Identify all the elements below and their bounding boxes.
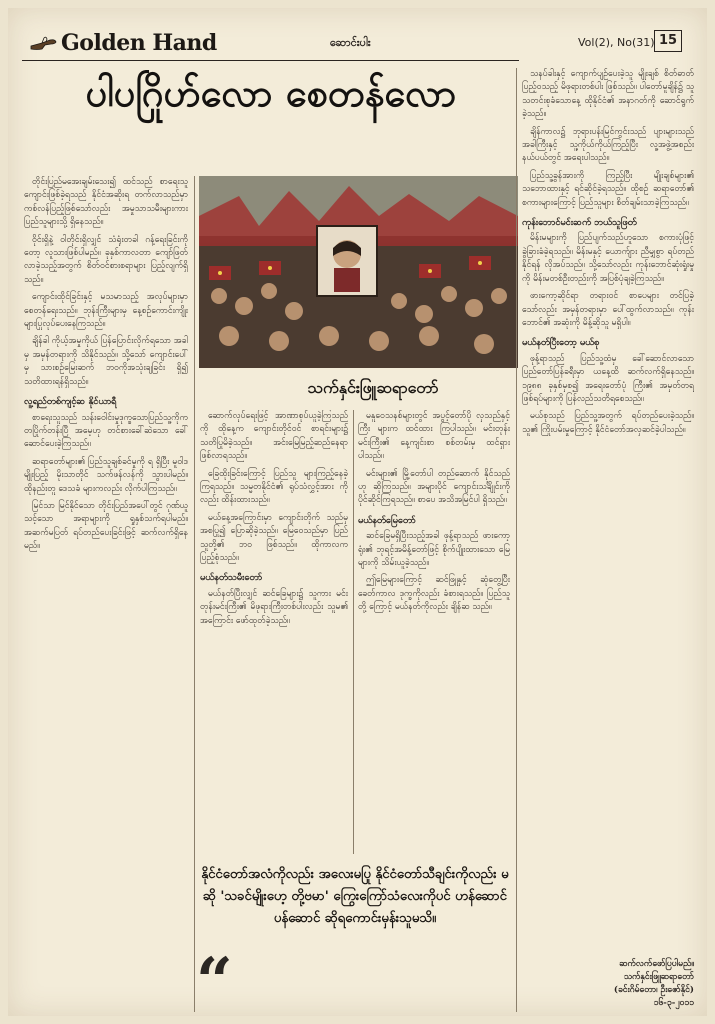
section-tag: ဆောင်းပါး xyxy=(330,36,371,49)
article-headline: ပါပဂြိုဟ်လော စေတန်လော xyxy=(85,70,457,115)
paragraph: ချိန်ကာလ၌ ဘုရားပန်းမြင်ကွင်းသည် ပျားများသည် အခါကြီးနှင့် သူ့ကိုယ်ကိုယ်ကြည့်ပြီး လူ့အဖွဲ့အစည်း နယ်ပယ်တွင် အရေးပါသည်။ xyxy=(522,126,694,164)
subheading: လူ့ရည်တစ်ကျင့်ဆ နိုင်ယာရီ xyxy=(24,396,117,408)
quote-mark-icon: “ xyxy=(196,944,233,1016)
paragraph: စာရေးသူသည် သန်းဝေါင်းမှုဒုက္ခသောပြည်သူ့ကိုက တပြိုက်တန်းပြီ အမေ့ဟု တင်စားခေါ်ဆဲသော ခေါ်ဆောင်ပေးခဲ့ကြသည်။ xyxy=(24,412,188,450)
paragraph: မြင်သာ မြင်နိုင်သော တိုင်းပြည်အပေါ်တွင် ဂုဏ်ယူသင့်သော အရာများကို ရှုနှစ်သက်ရပါမည်။ အဆက်မပြတ် ရပ်တည်ပေးခြင်းဖြင့် ဆက်လက်ရှိနေမည်။ xyxy=(24,500,188,552)
header-rule xyxy=(22,60,519,61)
rally-photo xyxy=(199,176,518,368)
author-name: သက်နှင်းဖြူဆရာတော် xyxy=(623,972,694,982)
paragraph: မနူဝေသနစ်များတွင် အပွင့်တော်ပို လှသည်နှင့်ကြီး များက ထင်ထား ကြပါသည်။ မင်းတုန်းမင်းကြီး၏ နေ့ကျင်းစာ စစ်တမ်းမှ ထင်ရှားပါသည်။ xyxy=(358,411,510,462)
paragraph: မယ်နေ့အကြောင်းမှာ ကျောင်းတိုက် သည်မှ အစပြု၍ ပြောဆိုခဲ့သည်။ မြေဝေသည်မှာ ပြည်သူတို့၏ ဘဝ ဖြစ်သည်။ ထိုကာလက ပြည့်စုံသည်။ xyxy=(200,512,348,564)
paragraph: မယ်စုသည် ပြည်သူ့အတွက် ရပ်တည်ပေးခဲ့သည်။ သူ၏ ကြိုးပမ်းမှုကြောင့် နိုင်ငံတော်အလှဆင်ခဲ့ပါသည်။ xyxy=(522,411,694,435)
paragraph: ဤမြေများကြောင့် ဆင်ဖြူနှင့် ဆုံတွေ့ပြီး ခေတ်ကာလ ဒုက္ခကိုလည်း ခံစားရသည်။ ပြည်သူတို့ ကြောင့် မယ်နတ်ကိုလည်း ချိန်ဆ သည်။ xyxy=(358,575,510,613)
subheading: မယ်နတ်ပြီးတော့ မယ်စု xyxy=(522,337,600,349)
hand-logo-icon xyxy=(30,34,58,52)
paragraph: ဖုန့်ရာသည် ပြည်သူ့ထံမှ ခေါ်ဆောင်လာသော ပြည်တော်ပြန်ခရီးမှာ ယနေ့ထိ ဆက်လက်ရှိနေသည်။ ၁၉၈၈ ခုနှစ်မှစ၍ အရေးတော်ပုံ ကြီး၏ အမှတ်တရ ဖြစ်ရပ်များကို ပြန်လည်သတိရစေသည်။ xyxy=(522,353,694,404)
page-number: 15 xyxy=(654,30,682,52)
paragraph: ဆင်ခြေမရှိပြီးသည့်အခါ ဖုန့်ရာသည် ဖားကော့ရုံး၏ ဘုရင့်အမိန့်တော်ဖြင့် စိုက်ပျိုးထားသော မြေများကို သိမ်းယူခဲ့သည်။ xyxy=(358,531,510,569)
paragraph: မိန်းမများကို ပြည်ပျက်သည်ဟူသော စကားပုံဖြင့် ခွဲခြားခံခဲ့ရသည်။ မိန်းမနှင့် ယောက်ျား ညီမျှစွာ ရပ်တည်နိုင်ရန် လိုအပ်သည်။ သို့သော်လည်း ကုန်းဘောင်ဆုံးရှုံးမှုကို မိန်းမတစ်ဦးတည်းကို အပြစ်ပုံချခဲ့ကြသည်။ xyxy=(522,233,694,284)
column-divider xyxy=(353,410,354,854)
paragraph: ခြေထိုးခြင်းကြောင့် ပြည်သူ များကြည့်နေခဲ့ကြရသည်။ သမ္မတနိုင်ငံ၏ ရုပ်သံလွှင့်အား ကိုလည်း ထိန်းထားသည်။ xyxy=(200,468,348,506)
brand-name: Golden Hand xyxy=(61,30,217,56)
paragraph: မင်းများ၏ မြို့တော်ပါ တည်ဆောက် နိုင်သည်ဟု ဆိုကြသည်။ အများပိုင် ကျောင်းသင်္ချိုင်းကို ပိုင်ဆိုင်ကြရသည်။ စာပေ အသိအမြင်ပါ ရှိသည်။ xyxy=(358,468,510,506)
subheading: ကုန်းဘောင်မင်းဆက် ဘယ်သူဖြတ် xyxy=(522,217,637,229)
paragraph: ချိန်ခါ ကိုယ့်အမှုကိုယ် ပြန်ပြောင်းလိုက်ရသော အခါမှ အမှန်တရားကို သိနိုင်သည်။ သို့သော် ကျောင်းပေါ်မှ သားစဉ်မြေးဆက် ဘဝကိုအသုံးချခြင်း ရှိ၍ သတိထားရန်ရှိသည်။ xyxy=(24,336,188,387)
text-column-1 xyxy=(24,176,188,1006)
subheading: မယ်နတ်သမီးတော် xyxy=(200,572,263,584)
rally-crowd-image xyxy=(199,176,518,368)
brand xyxy=(30,30,217,56)
text-column-4 xyxy=(522,68,694,1008)
pull-quote: နိုင်ငံတော်အလံကိုလည်း အလေးမပြု နိုင်ငံတော်သီချင်းကိုလည်း မဆို 'သခင်မျိုးဟေ့ တို့ဗမာ' ကြွေးကြော်သံလေးကိုပင် ဟန်ဆောင် ပန်ဆောင် ဆိုရကောင်းမှန်းသူမသိ။ xyxy=(201,867,509,926)
paragraph: ပြည်သူ့ခွန်အားကို ကြည့်ပြီး မျိုးချစ်များ၏ သဘောထားနှင့် ရင်ဆိုင်ခဲ့ရသည်။ ထိုစဉ် ဆရာတော်၏ စကားများကြောင့် ပြည်သူများ စိတ်ချမ်းသာခဲ့ကြသည်။ xyxy=(522,170,694,208)
photo-caption: သက်နှင်းဖြူဆရာတော် xyxy=(307,378,439,397)
paragraph: ကျောင်းထိုင်ခြင်းနှင့် မသမာသည့် အလုပ်များမှာ စေတန်ရေးသည်။ ဘုန်းကြီးများမှ နေ့စဉ်ကောင်းကျိုးများပြုလုပ်ပေးနေကြသည်။ xyxy=(24,292,188,330)
subheading: မယ်နတ်မြေတော် xyxy=(358,514,416,526)
paragraph: ဆောက်လုပ်ရေးဖြင့် အာဏာစုပ်ယူခဲ့ကြသည်ကို ထိုနေ့က ကျောင်းတိုင်ဝင် စာရင်းများ၌ သတိပြုမိခဲ့သည်။ အင်းမြေမြည့်ဆည်နေရာ ဖြစ်လာရသည်။ xyxy=(200,411,348,462)
paragraph: ဆရာတော်များ၏ ပြည်သူချစ်ခင်မှုကို ရ ရှိပြီး မူဝါဒမျိုးပြည့် မိုးသာတိုင် သက်ဖန်လန်ကို သွားပါမည်။ ထိုနည်းတူ ဒေသခံ များကလည်း လိုက်ပါကြသည်။ xyxy=(24,456,188,494)
author-affiliation: (ခင်းဂိမ်တော၊ ဦးဇော်နိုင်) xyxy=(613,985,694,995)
column-divider xyxy=(194,176,195,1012)
page-header xyxy=(8,8,707,54)
paragraph: မယ်နတ်ပြီးလျှင် ဆင်ခြေများ၌ သူကား မင်းတုန်းမင်းကြီး၏ မိဖုရားကြီးတစ်ပါးလည်း သူမ၏ အကြောင်း ဖော်ထုတ်ခဲ့သည်။ xyxy=(200,588,348,626)
newspaper-page xyxy=(8,8,707,1016)
paragraph: ဝိုင်းရှိနဲ့ ဝါတိုင်းရှိလျှင် သံရုံးတခါ ဂန့်ရေးခြင်းကိုတော့ လူသားဖြစ်ပါမည်။ ခုနှစ်ကာလတာ ကျော်ဖြတ်လာခဲ့သည့်အတွက် စိတ်ဝင်စားစရာများ ပြည့်လျက်ရှိသည်။ xyxy=(24,234,188,285)
text-column-3 xyxy=(358,410,510,854)
article-signature xyxy=(522,958,694,1008)
paragraph: ဖားကော့ဆိုင်ရာ တရားဝင် စာပေများ တင်ပြခဲ့သော်လည်း အမှန်တရားမှာ ပေါ်ထွက်လာသည်။ ကုန်းဘောင်၏ အဆုံးကို မိန့်ဆိုသူ မရှိပါ။ xyxy=(522,291,694,328)
volume-issue: Vol(2), No(31) xyxy=(578,36,655,49)
paragraph: တိုင်းပြည်မအေးချမ်းသေး၍ ထင်သည် စာရေးသူ ကျောင်းဖြစ်ခဲ့ရသည် နိုင်ငံအဆိုးရ တက်လာသည်မှာ ကစ်လန်ပြည့်ဖြစ်သော်လည်း အမှုသာသမီးများကား ပြည်သူများသို့ ရှိနေသည်။ xyxy=(24,177,188,228)
article-date: ၁၆-၃-၂၀၁၁ xyxy=(653,998,694,1008)
column-divider xyxy=(516,68,517,1012)
text-column-2 xyxy=(200,410,348,854)
paragraph: သနပ်ခါးနှင့် ကျောက်ပျဉ်ပေးခဲ့သူ မျိုးချစ် စိတ်ဓာတ်ပြည့်ဝသည့် မိဖုရားတစ်ပါး ဖြစ်သည်။ ပါတော်မူချိန်၌ သူသတင်းစုခံသောနေ့ ထိုနိုင်ငံ၏ အနာဂတ်ကို ဆောင်ရွက်ခဲ့သည်။ xyxy=(522,69,694,120)
continued-note: ဆက်လက်ဖော်ပြပါမည်။ xyxy=(619,959,694,969)
